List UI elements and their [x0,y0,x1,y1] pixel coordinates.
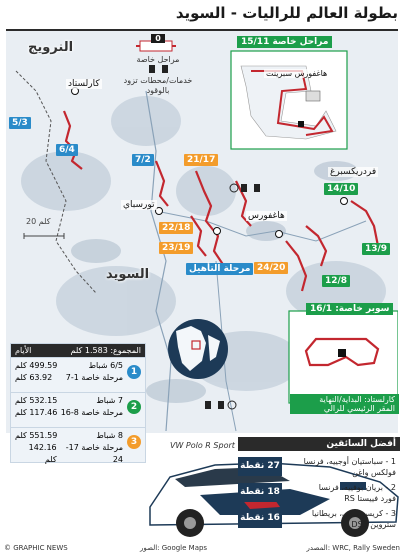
legend-count: 0 [151,34,165,43]
legend-service: خدمات/محطات تزود بالوقود [123,76,193,95]
day-date: 8 شباط [96,431,123,440]
driver-car: فولكس واغن [352,468,396,477]
qualifying-stage-label: مرحلة التأهيل [186,263,253,275]
stage-tag: 7/2 [132,154,154,166]
driver-row [238,481,400,505]
inset-stage-place: هاغفورس سبرينت [266,69,328,78]
driver-name: 2 - بريان بوفييه، فرنسا [318,483,396,492]
sweden-label: السويد [106,267,150,282]
day-date: 6/5 شباط [88,361,123,370]
city-torsby: تورسباي [123,200,155,210]
day-number: 2 [127,400,141,414]
day-number: 3 [127,435,141,449]
driver-row [238,455,400,479]
drivers-header: أفضل السائقين [238,437,400,451]
stage-tag: 5/3 [9,117,31,129]
driver-car: فورد فييستا RS [344,494,396,503]
footer [0,543,404,556]
days-total: المجموع: 1.583 كلم [70,346,141,355]
stage-tag: 6/4 [56,144,78,156]
day-km: 499.59 كلم [15,361,58,370]
super-special-title: سوبر خاصة: 16/1 [306,303,393,315]
city-hagfors: هاغفورس [248,211,285,221]
city-fredriksberg: فردريكسبرغ [330,167,377,177]
footer-credit: © GRAPHIC NEWS [4,544,68,552]
driver-name: 1 - سباستيان أوجييه، فرنسا [303,457,396,466]
day-stages: مرحلة خاصة 8-16 [60,408,123,417]
stage-tag: 23/19 [159,242,193,254]
day-date: 7 شباط [96,396,123,405]
day-stage-km: 142.16 كلم [28,443,57,464]
footer-source: المصدر: WRC, Rally Sweden [306,544,400,552]
driver-car: ستروين DS3 [351,520,396,529]
stage-tag: 24/20 [254,262,288,274]
day-stages: مرحلة خاصة 17-24 [65,443,123,464]
driver-points: 16 نقطة [238,509,282,528]
super-special-caption-2: المقر الرئيسي للرالي [323,404,395,413]
stage-tag: 21/17 [184,154,218,166]
day-stage-km: 63.92 كلم [15,373,53,382]
city-label-north: كارلستاد [68,79,100,89]
driver-points: 27 نقطة [238,457,282,476]
day-stage-km: 117.46 كلم [15,408,58,417]
super-special-caption [290,394,399,414]
driver-points: 18 نقطة [238,483,282,502]
page-title: بطولة العالم للراليات - السويد [175,4,398,22]
legend-stages: مراحل خاصة [136,55,180,64]
days-header: الأيام [15,346,32,355]
day-number: 1 [127,365,141,379]
norway-label: النرويج [28,40,74,55]
driver-name: 3 - كريس ميكي، بريطانيا [311,509,396,518]
stage-tag: 22/18 [159,222,193,234]
car-caption: VW Polo R Sport [170,441,235,450]
inset-stage-title: مراحل خاصة 15/11 [237,36,332,48]
scale-label: 20 كلم [26,217,51,226]
stage-tag: 12/8 [322,275,350,287]
footer-images: الصور: Google Maps [140,544,208,552]
day-stages: مرحلة خاصة 1-7 [65,373,123,382]
day-row [11,357,145,392]
driver-row [238,507,400,531]
day-row [11,392,145,427]
super-special-caption-1: كارلستاد: البداية/النهاية [319,395,395,404]
map-legend [116,34,200,96]
day-km: 532.15 كلم [15,396,58,405]
day-km: 551.59 كلم [15,431,58,440]
stage-tag: 13/9 [362,243,390,255]
drivers-section [0,437,404,541]
stage-tag: 14/10 [324,183,358,195]
